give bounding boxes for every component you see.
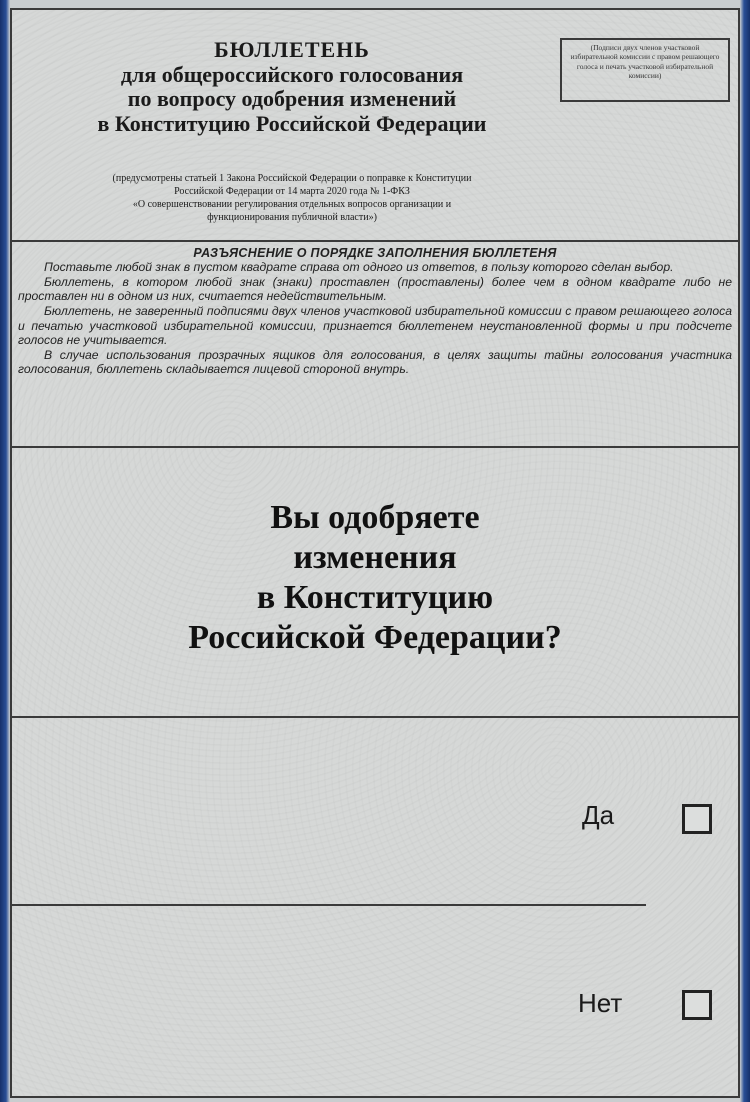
basis-line-3: «О совершенствовании регулирования отдельных вопросов организации и bbox=[132, 199, 452, 210]
question-line-2: изменения bbox=[293, 539, 457, 577]
answer-yes-checkbox[interactable] bbox=[682, 804, 712, 834]
question-line-3: в Конституцию bbox=[256, 579, 494, 617]
answer-no-row bbox=[12, 910, 738, 1096]
title-line-2: для общероссийского голосования bbox=[120, 61, 464, 87]
ballot-paper bbox=[10, 8, 740, 1098]
answer-divider bbox=[12, 904, 646, 906]
instructions-section bbox=[12, 242, 738, 448]
signature-stamp-box: (Подписи двух членов участковой избирательной комиссии с правом решающего голоса и печать участковой избирательной комиссии) bbox=[560, 38, 730, 102]
basis-line-2: Российской Федерации от 14 марта 2020 года № 1-ФКЗ bbox=[174, 186, 410, 197]
instruction-paragraph: В случае использования прозрачных ящиков для голосования, в целях защиты тайны голосования участника голосования, бюллетень складывается лицевой стороной внутрь. bbox=[18, 347, 732, 377]
instruction-paragraph: Бюллетень, не заверенный подписями двух членов участковой избирательной комиссии с правом решающего голоса и печатью участковой избирательной комиссии, признается бюллетенем неустановленной формы и при подсчете голосов не учитывается. bbox=[18, 303, 732, 348]
answer-no-label: Нет bbox=[578, 988, 623, 1018]
question-text bbox=[12, 498, 738, 658]
legal-basis-note bbox=[12, 172, 572, 224]
question-line-4: Российской Федерации? bbox=[188, 619, 562, 657]
question-line-1: Вы одобряете bbox=[270, 499, 480, 536]
title-line-4: в Конституцию Российской Федерации bbox=[97, 110, 487, 136]
title-line-3: по вопросу одобрения изменений bbox=[127, 86, 457, 112]
answer-yes-row bbox=[12, 718, 738, 910]
instruction-paragraph: Поставьте любой знак в пустом квадрате справа от одного из ответов, в пользу которого сделан выбор. bbox=[44, 260, 674, 274]
basis-line-1: (предусмотрены статьей 1 Закона Российской Федерации о поправке к Конституции bbox=[112, 173, 472, 184]
basis-line-4: функционирования публичной власти») bbox=[207, 212, 377, 223]
instruction-paragraph: Бюллетень, в котором любой знак (знаки) проставлен (проставлены) более чем в одном квадрате либо не проставлен ни в одном из них, считается недействительным. bbox=[18, 274, 732, 304]
instructions-title: РАЗЪЯСНЕНИЕ О ПОРЯДКЕ ЗАПОЛНЕНИЯ БЮЛЛЕТЕНЯ bbox=[193, 246, 557, 260]
answer-yes-label: Да bbox=[582, 800, 615, 830]
ballot-title bbox=[12, 38, 572, 137]
title-line-1: БЮЛЛЕТЕНЬ bbox=[214, 37, 370, 62]
ballot-header bbox=[12, 10, 738, 242]
question-section bbox=[12, 448, 738, 718]
answer-no-checkbox[interactable] bbox=[682, 990, 712, 1020]
